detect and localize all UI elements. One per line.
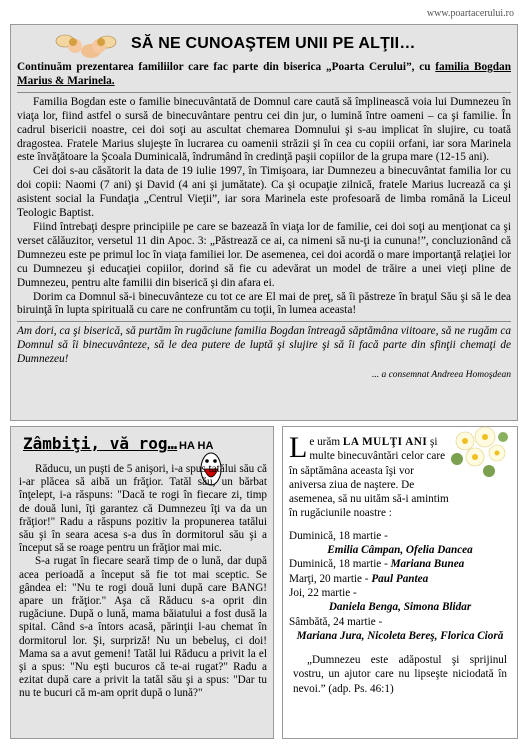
birthday-date: Sâmbătă, 24 martie - <box>289 615 383 628</box>
article-paragraph: Dorim ca Domnul să-i binecuvânteze cu tot ce are El mai de preţ, să îi păstreze în braţul Său şi să le dea biruinţă în lupta spirituală cu care ne confruntăm cu toţii, în lumea aceasta! <box>17 290 511 317</box>
joke-title: Zâmbiţi, vă rog… <box>23 434 178 453</box>
birthday-entry <box>289 557 511 571</box>
joke-paragraph: S-a rugat în fiecare seară timp de o lună, dar după acea perioadă a început să fie tot mai sceptic. Se gândea el: "Nu te rogi două luni după care BANG! apare un frăţior." Aşa că Răducu s-a oprit din rugăciune. După o lună, mama băiatului a fost dusă la spital. Când s-a întors acasă, părinţii l-au chemat în dormitorul lor. Şi, surpriză! Nu un bebeluş, ci doi! Mama sa a avut gemeni! Tatăl lui Răducu a privit la el şi a spus: "Nu eşti bucuros că te-ai rugat?" Radu a ezitat după care a privit la tatăl său şi a spus: "Dar tu nu te bucuri că m-am oprit după o lună?" <box>19 555 267 700</box>
cherubs-illustration <box>51 31 121 61</box>
birthday-names: Paul Pantea <box>371 572 429 585</box>
birthday-date: Duminică, 18 martie - <box>289 558 391 571</box>
article-paragraph: Familia Bogdan este o familie binecuvântată de Domnul care caută să împlinească voia lui Dumnezeu în viaţa lor, fiind astfel o sursă de binecuvântare pentru cei din jur, o lumină între oameni – ca şi familie. În cadrul bisericii noastre, cei doi soţi au ascultat chemarea Domnului şi s-au implicat în slujire, cu toată dragostea. Fratele Marius slujeşte în lucrarea cu oamenii străzii şi în cea cu copiii orfani, iar sora Marinela este învăţătoare la Şcoala Duminicală, îndrumând în credinţă paşii copiilor de la grupa mare (12-15 ani). <box>17 95 511 164</box>
birthday-body <box>289 431 511 696</box>
intro-prefix: Continuăm prezentarea familiilor care fac parte din biserica „Poarta Cerului”, cu <box>17 61 436 73</box>
article-paragraph: Cei doi s-au căsătorit la data de 19 iulie 1997, în Timişoara, iar Dumnezeu a binecuvântat familia lor cu doi copii: Naomi (7 ani) şi David (4 ani şi jumătate). Ca şi ocupaţie zilnică, fratele Marius lucrează ca şi asistent social la Fundaţia „Centrul Vieţii”, iar sora Marinela este profesoară de limba română la Liceul Teologic Baptist. <box>17 165 511 220</box>
article-intro <box>17 61 511 89</box>
joke-paragraph: Răducu, un puşti de 5 anişori, i-a spus tatălui său că i-ar plăcea să aibă un frăţior. Tatăl său, un bărbat înţelept, i-a răspuns: "Dacă te rogi în fiecare zi, timp de două luni, îţi garantez că Dumnezeu îţi va da un frăţior!" Radu a răspuns pozitiv la propunerea tatălui său şi în seara acesa s-a dus în dormitorul său şi a început să se roage pentru un frăţior mai mic. <box>19 463 267 555</box>
joke-body <box>19 463 267 701</box>
joke-box <box>10 426 274 739</box>
bible-verse: „Dumnezeu este adăpostul şi sprijinul vostru, un ajutor care nu lipseşte niciodată în nevoi.” (adp. Ps. 46:1) <box>293 654 507 695</box>
intro-text: e urăm <box>309 436 343 448</box>
birthday-names: Emilia Câmpan, Ofelia Dancea <box>327 544 473 557</box>
divider <box>17 92 511 93</box>
intro-family: familia Bogdan Marius & Marinela. <box>17 61 511 87</box>
article-title: SĂ NE CUNOAŞTEM UNII PE ALŢII… <box>131 35 416 52</box>
birthday-date: Joi, 22 martie - <box>289 586 357 599</box>
divider <box>17 321 511 322</box>
birthday-intro <box>289 431 511 521</box>
birthday-names: Mariana Jura, Nicoleta Bereş, Florica Cioră <box>296 629 504 642</box>
birthday-date: Marţi, 20 martie - <box>289 572 372 585</box>
article-closing: Am dori, ca şi biserică, să purtăm în rugăciune familia Bogdan întreagă săptămâna viitoare, să ne rugăm ca Domnul să îi binecuvânteze, să le dea putere de luptă şi slujire şi să îi facă parte din sfinţii chemaţi de Dumnezeu! <box>17 325 511 366</box>
birthday-names: Mariana Bunea <box>390 558 465 571</box>
dropcap-letter: L <box>289 431 308 464</box>
article-body <box>17 61 511 383</box>
birthday-date: Duminică, 18 martie - <box>289 529 388 542</box>
laugh-text: HA HA <box>179 440 214 452</box>
article-signature: ... a consemnat Andreea Homoşdean <box>371 370 511 381</box>
la-multi-ani: LA MULŢI ANI <box>342 436 428 448</box>
intro-text: şi multe binecuvântări celor care în săptămâna aceasta îşi vor aniversa ziua de naştere. De asemenea, să nu uităm să-i amintim în rugăciunile noastre : <box>289 436 449 520</box>
birthday-names: Daniela Benga, Simona Blidar <box>328 601 472 614</box>
birthday-entry <box>289 572 511 586</box>
article-box <box>10 24 518 421</box>
article-paragraph: Fiind întrebaţi despre principiile pe care se bazează în viaţa lor de familie, cei doi soţi au menţionat ca şi verset călăuzitor, versetul 11 din Apoc. 3: „Păstrează ce ai, ca nimeni să nu-ţi ia cununa!”, concluzionând că Dumnezeu este pe primul loc în viaţa familiei lor. De asemenea, cei doi acordă o mare importanţă relaţiei lor cu Dumnezeu şi educaţiei copiilor, dorind să fie cu adevărat un model de trăire a unei vieţi pline de Dumnezeu, pentru alte familii din biserică şi din afara ei. <box>17 220 511 289</box>
site-url[interactable]: www.poartacerului.ro <box>426 8 514 19</box>
birthday-box <box>282 426 518 739</box>
